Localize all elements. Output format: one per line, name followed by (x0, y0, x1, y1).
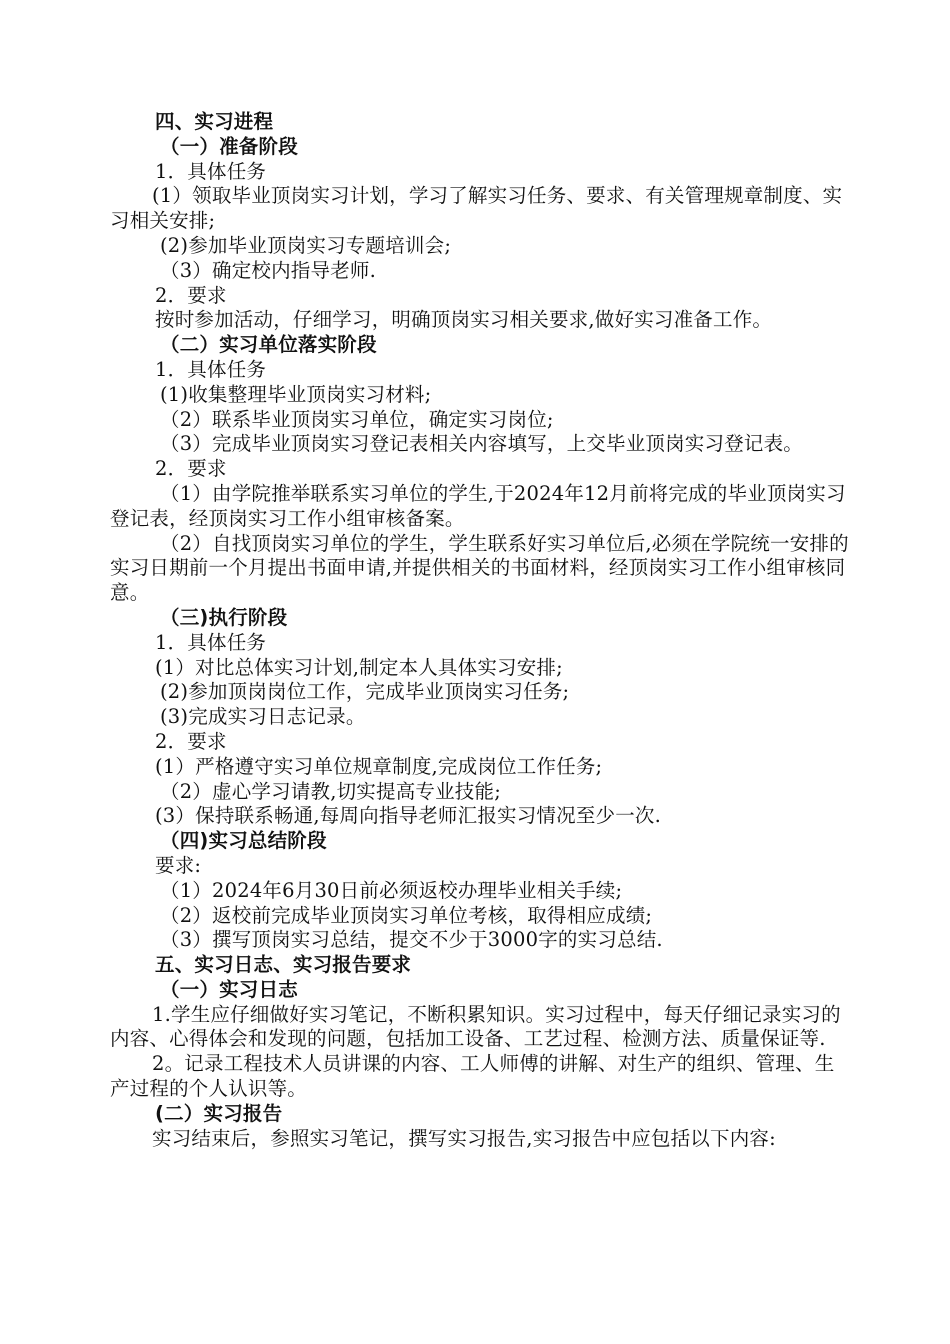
section-heading: 五、实习日志、实习报告要求 (155, 953, 412, 977)
paragraph: （2）返校前完成毕业顶岗实习单位考核，取得相应成绩; (160, 903, 653, 927)
paragraph: (3）保持联系畅通,每周向指导老师汇报实习情况至少一次. (155, 804, 662, 828)
paragraph: （3）完成毕业顶岗实习登记表相关内容填写，上交毕业顶岗实习登记表。 (160, 432, 804, 456)
paragraph: (2)参加毕业顶岗实习专题培训会; (160, 233, 452, 257)
section-heading: 四、实习进程 (155, 110, 274, 133)
item-heading: 要求: (155, 853, 202, 877)
paragraph: 1.学生应仔细做好实习笔记，不断积累知识。实习过程中，每天仔细记录实习的内容、心得体会和发现的问题，包括加工设备、工艺过程、检测方法、质量保证等. (110, 1002, 841, 1051)
paragraph: (2)参加顶岗岗位工作，完成毕业顶岗实习任务; (160, 680, 570, 704)
subsection-heading: （二）实习单位落实阶段 (160, 333, 377, 357)
subsection-heading: （一）实习日志 (160, 977, 298, 1001)
paragraph: （2）自找顶岗实习单位的学生，学生联系好实习单位后,必须在学院统一安排的实习日期前一个月提出书面申请,并提供相关的书面材料，经顶岗实习工作小组审核同意。 (110, 531, 849, 605)
paragraph: （3）确定校内指导老师. (160, 258, 377, 282)
paragraph: （2）联系毕业顶岗实习单位，确定实习岗位; (160, 407, 554, 431)
paragraph: （1）2024年6月30日前必须返校办理毕业相关手续; (160, 878, 623, 902)
paragraph: （3）撰写顶岗实习总结，提交不少于3000字的实习总结. (160, 928, 663, 952)
item-heading: 2．要求 (155, 729, 227, 753)
item-heading: 2．要求 (155, 283, 227, 307)
paragraph: (1）严格遵守实习单位规章制度,完成岗位工作任务; (155, 754, 603, 778)
paragraph: 按时参加活动，仔细学习，明确顶岗实习相关要求,做好实习准备工作。 (155, 308, 773, 332)
subsection-heading: （四)实习总结阶段 (160, 829, 327, 853)
item-heading: 1．具体任务 (155, 630, 267, 654)
subsection-heading: (二）实习报告 (155, 1101, 283, 1125)
subsection-heading: （三)执行阶段 (160, 605, 288, 629)
paragraph: （1）由学院推举联系实习单位的学生,于2024年12月前将完成的毕业顶岗实习登记表，经顶岗实习工作小组审核备案。 (110, 481, 846, 530)
paragraph: (1）对比总体实习计划,制定本人具体实习安排; (155, 655, 563, 679)
subsection-heading: （一）准备阶段 (160, 134, 298, 158)
item-heading: 2．要求 (155, 457, 227, 481)
item-heading: 1．具体任务 (155, 357, 267, 381)
document-body (110, 110, 852, 1151)
item-heading: 1．具体任务 (155, 159, 267, 183)
paragraph: (1）领取毕业顶岗实习计划，学习了解实习任务、要求、有关管理规章制度、实习相关安排; (110, 184, 843, 233)
paragraph: (1)收集整理毕业顶岗实习材料; (160, 382, 432, 406)
paragraph: （2）虚心学习请教,切实提高专业技能; (160, 779, 501, 803)
paragraph: 2。记录工程技术人员讲课的内容、工人师傅的讲解、对生产的组织、管理、生产过程的个人认识等。 (110, 1052, 835, 1101)
paragraph: (3)完成实习日志记录。 (160, 705, 366, 729)
paragraph: 实习结束后，参照实习笔记，撰写实习报告,实习报告中应包括以下内容: (152, 1126, 776, 1150)
